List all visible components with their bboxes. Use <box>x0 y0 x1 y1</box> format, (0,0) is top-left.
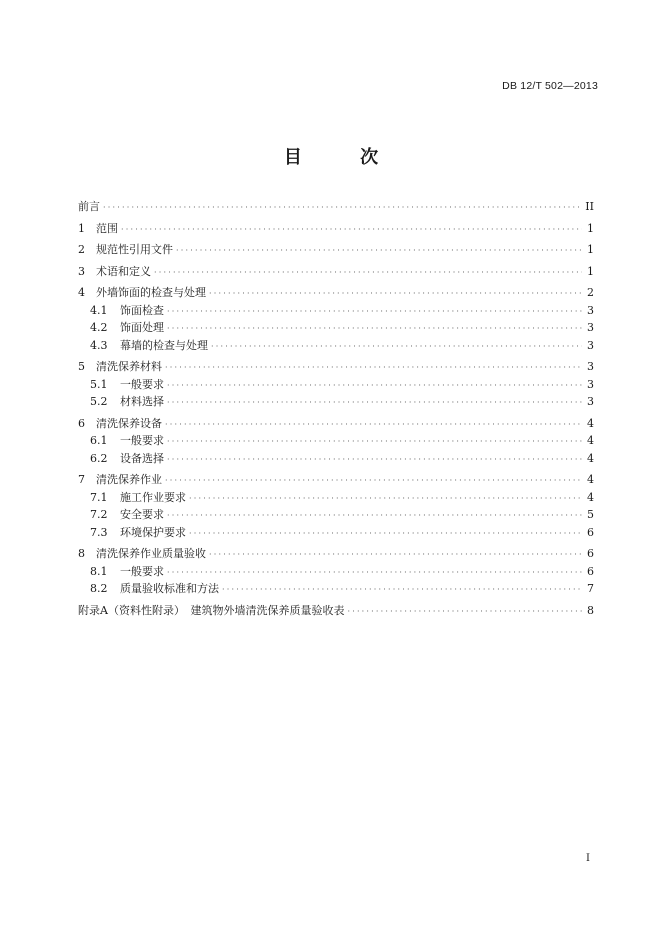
toc-entry-number: 5.1 <box>90 377 108 391</box>
toc-entry-label: 前言 <box>78 200 100 213</box>
toc-entry-number: 6 <box>78 416 85 430</box>
dot-leader <box>167 509 582 522</box>
table-of-contents <box>78 200 594 617</box>
dot-leader <box>347 605 582 618</box>
toc-entry-label: 附录A（资料性附录） 建筑物外墙清洗保养质量验收表 <box>78 603 345 617</box>
toc-entry[interactable] <box>78 321 594 334</box>
toc-entry-page: 1 <box>587 221 594 235</box>
toc-entry[interactable] <box>78 604 594 617</box>
dot-leader <box>167 435 582 448</box>
toc-entry-label: 清洗保养材料 <box>96 360 162 373</box>
toc-entry[interactable] <box>78 547 594 560</box>
toc-entry-page: 1 <box>587 264 594 278</box>
toc-entry-number: 6.1 <box>90 434 108 447</box>
toc-entry-number: 4.3 <box>90 338 108 352</box>
toc-entry-label: 环境保护要求 <box>120 525 186 539</box>
dot-leader <box>167 322 582 335</box>
toc-entry[interactable] <box>78 491 594 504</box>
toc-entry-label: 幕墙的检查与处理 <box>120 338 208 352</box>
toc-entry-page: 6 <box>587 525 594 539</box>
toc-entry-page: 3 <box>587 338 594 352</box>
dot-leader <box>165 474 582 487</box>
toc-entry-page: 7 <box>587 582 594 595</box>
dot-leader <box>103 201 581 214</box>
dot-leader <box>211 340 582 353</box>
toc-entry-number: 4.2 <box>90 321 108 334</box>
toc-entry[interactable] <box>78 434 594 447</box>
toc-entry[interactable] <box>78 417 594 430</box>
toc-entry-page: 4 <box>587 434 594 447</box>
toc-entry[interactable] <box>78 582 594 595</box>
toc-entry-page: 3 <box>587 395 594 408</box>
toc-entry-label: 术语和定义 <box>96 264 151 278</box>
toc-entry[interactable] <box>78 378 594 391</box>
dot-leader <box>167 305 582 318</box>
document-code: DB 12/T 502—2013 <box>502 80 598 92</box>
toc-entry[interactable] <box>78 265 594 278</box>
toc-entry-number: 6.2 <box>90 451 108 465</box>
toc-entry-number: 7.2 <box>90 508 108 521</box>
toc-entry-number: 7.3 <box>90 525 108 539</box>
toc-entry-number: 5.2 <box>90 395 108 408</box>
toc-entry-label: 施工作业要求 <box>120 490 186 504</box>
toc-entry-page: II <box>585 200 594 213</box>
dot-leader <box>189 527 582 540</box>
dot-leader <box>165 361 582 374</box>
toc-entry-label: 规范性引用文件 <box>96 243 173 256</box>
toc-entry-page: 6 <box>587 547 594 560</box>
toc-entry-page: 8 <box>587 603 594 617</box>
toc-entry[interactable] <box>78 200 594 213</box>
dot-leader <box>121 223 582 236</box>
toc-entry-number: 8.2 <box>90 582 108 595</box>
toc-entry-page: 6 <box>587 564 594 578</box>
toc-entry-label: 清洗保养作业 <box>96 473 162 486</box>
toc-entry-label: 饰面检查 <box>120 303 164 317</box>
toc-entry[interactable] <box>78 452 594 465</box>
toc-entry-number: 3 <box>78 264 85 278</box>
dot-leader <box>167 566 582 579</box>
toc-entry[interactable] <box>78 508 594 521</box>
toc-entry-number: 5 <box>78 360 85 373</box>
toc-entry[interactable] <box>78 565 594 578</box>
dot-leader <box>189 492 582 505</box>
dot-leader <box>167 379 582 392</box>
toc-entry-number: 1 <box>78 221 85 235</box>
toc-entry-label: 一般要求 <box>120 434 164 447</box>
toc-entry-label: 设备选择 <box>120 451 164 465</box>
toc-entry[interactable] <box>78 473 594 486</box>
dot-leader <box>209 287 582 300</box>
toc-entry-page: 3 <box>587 321 594 334</box>
page-number: I <box>586 853 590 864</box>
toc-entry-label: 质量验收标准和方法 <box>120 582 219 595</box>
toc-entry-page: 3 <box>587 303 594 317</box>
toc-entry-number: 8 <box>78 547 85 560</box>
toc-entry-number: 7.1 <box>90 490 108 504</box>
toc-entry[interactable] <box>78 526 594 539</box>
dot-leader <box>209 548 582 561</box>
toc-entry-label: 范围 <box>96 221 118 235</box>
dot-leader <box>167 396 582 409</box>
dot-leader <box>154 266 582 279</box>
toc-entry-label: 清洗保养作业质量验收 <box>96 547 206 560</box>
toc-entry-label: 外墙饰面的检查与处理 <box>96 286 206 299</box>
toc-entry-label: 清洗保养设备 <box>96 416 162 430</box>
toc-entry[interactable] <box>78 243 594 256</box>
toc-entry-number: 4 <box>78 286 85 299</box>
page-title: 目 次 <box>283 147 405 168</box>
toc-entry-number: 2 <box>78 243 85 256</box>
toc-entry-label: 一般要求 <box>120 377 164 391</box>
toc-entry-page: 4 <box>587 416 594 430</box>
toc-entry[interactable] <box>78 304 594 317</box>
dot-leader <box>165 418 582 431</box>
toc-entry[interactable] <box>78 395 594 408</box>
toc-entry[interactable] <box>78 339 594 352</box>
toc-entry[interactable] <box>78 360 594 373</box>
toc-entry-page: 1 <box>587 243 594 256</box>
toc-entry-page: 2 <box>587 286 594 299</box>
toc-entry-page: 5 <box>587 508 594 521</box>
toc-entry-number: 7 <box>78 473 85 486</box>
dot-leader <box>167 453 582 466</box>
toc-entry-page: 4 <box>587 490 594 504</box>
toc-entry-label: 安全要求 <box>120 508 164 521</box>
dot-leader <box>176 244 582 257</box>
toc-entry-label: 材料选择 <box>120 395 164 408</box>
toc-entry-page: 3 <box>587 377 594 391</box>
toc-entry-number: 8.1 <box>90 564 108 578</box>
toc-entry[interactable] <box>78 222 594 235</box>
toc-entry-label: 一般要求 <box>120 564 164 578</box>
toc-entry-page: 3 <box>587 360 594 373</box>
toc-entry[interactable] <box>78 286 594 299</box>
toc-entry-page: 4 <box>587 473 594 486</box>
toc-entry-page: 4 <box>587 451 594 465</box>
dot-leader <box>222 583 582 596</box>
toc-entry-number: 4.1 <box>90 303 108 317</box>
toc-entry-label: 饰面处理 <box>120 321 164 334</box>
